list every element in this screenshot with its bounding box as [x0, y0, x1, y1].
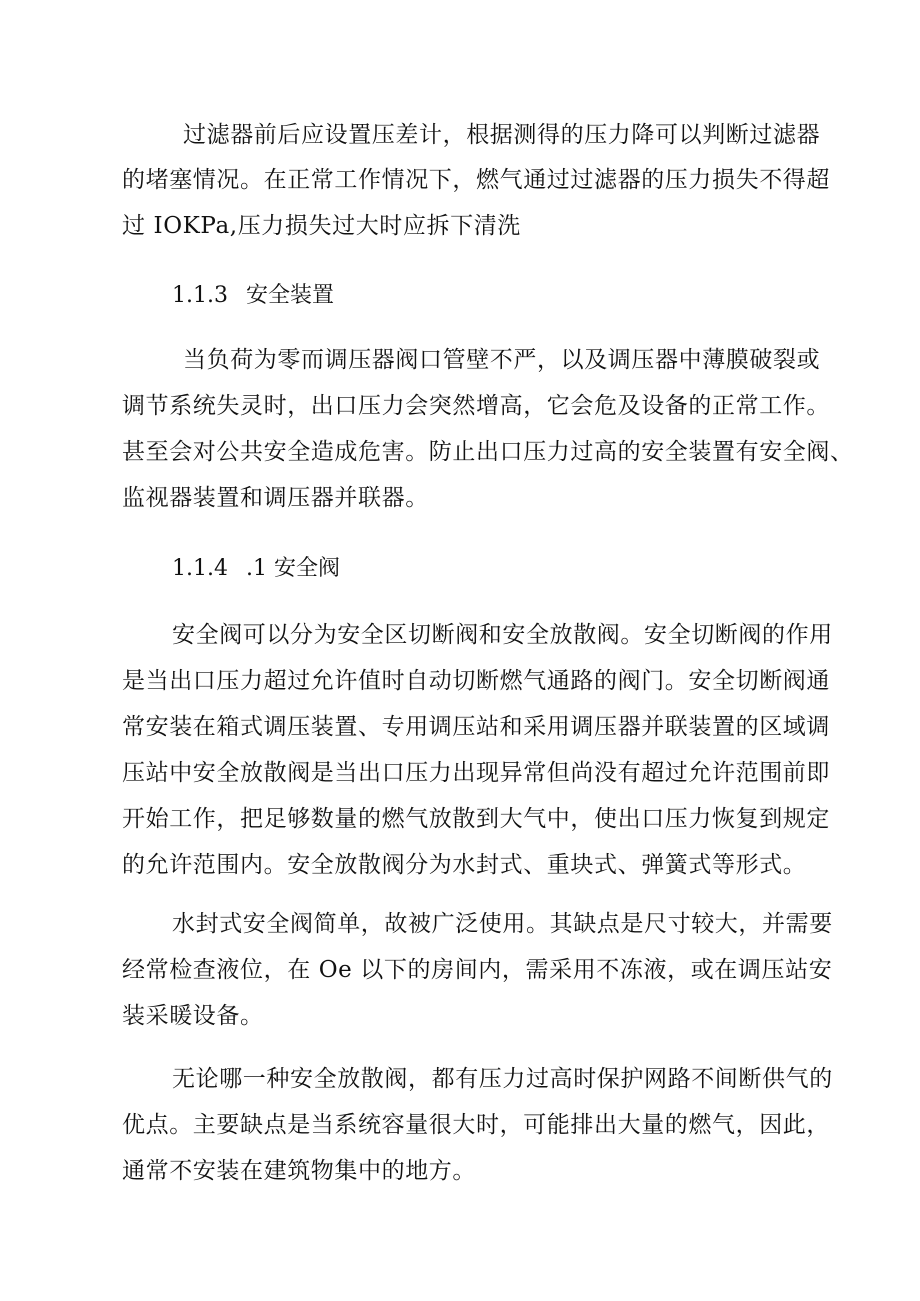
text-line: 当负荷为零而调压器阀口管壁不严，以及调压器中薄膜破裂或	[183, 347, 821, 373]
text-line: 是当出口压力超过允许值时自动切断燃气通路的阀门。安全切断阀通	[122, 668, 830, 694]
text-line: 安全阀可以分为安全区切断阀和安全放散阀。安全切断阀的作用	[172, 622, 833, 648]
section-number: 1.1.4	[172, 556, 228, 581]
text-line: 装采暖设备。	[122, 1003, 264, 1029]
text-line: 监视器装置和调压器并联器。	[122, 485, 429, 511]
text-line: 水封式安全阀简单，故被广泛使用。其缺点是尺寸较大，并需要	[172, 911, 833, 937]
section-heading-safety-device	[172, 281, 334, 311]
text-line: 过滤器前后应设置压差计，根据测得的压力降可以判断过滤器	[183, 122, 821, 148]
text-line: 的堵塞情况。在正常工作情况下，燃气通过过滤器的压力损失不得超	[122, 167, 830, 193]
text-line: 开始工作，把足够数量的燃气放散到大气中，使出口压力恢复到规定	[122, 806, 830, 832]
text-line: 无论哪一种安全放散阀，都有压力过高时保护网路不间断供气的	[172, 1066, 833, 1092]
text-line: 过 IOKPa,压力损失过大时应拆下清洗	[122, 213, 521, 239]
section-title: .1 安全阀	[246, 556, 340, 581]
section-number: 1.1.3	[172, 283, 228, 308]
text-line: 通常不安装在建筑物集中的地方。	[122, 1158, 476, 1184]
section-title: 安全装置	[246, 283, 335, 308]
text-line: 甚至会对公共安全造成危害。防止出口压力过高的安全装置有安全阀、	[122, 439, 854, 465]
text-line: 的允许范围内。安全放散阀分为水封式、重块式、弹簧式等形式。	[122, 852, 807, 878]
text-line: 压站中安全放散阀是当出口压力出现异常但尚没有超过允许范围前即	[122, 760, 830, 786]
text-line: 常安装在箱式调压装置、专用调压站和采用调压器并联装置的区域调	[122, 714, 830, 740]
text-line: 经常检查液位，在 Oe 以下的房间内，需采用不冻液，或在调压站安	[122, 957, 833, 983]
text-line: 优点。主要缺点是当系统容量很大时，可能排出大量的燃气，因此，	[122, 1112, 830, 1138]
section-heading-safety-valve	[172, 554, 340, 584]
text-line: 调节系统失灵时，出口压力会突然增高，它会危及设备的正常工作。	[122, 393, 830, 419]
